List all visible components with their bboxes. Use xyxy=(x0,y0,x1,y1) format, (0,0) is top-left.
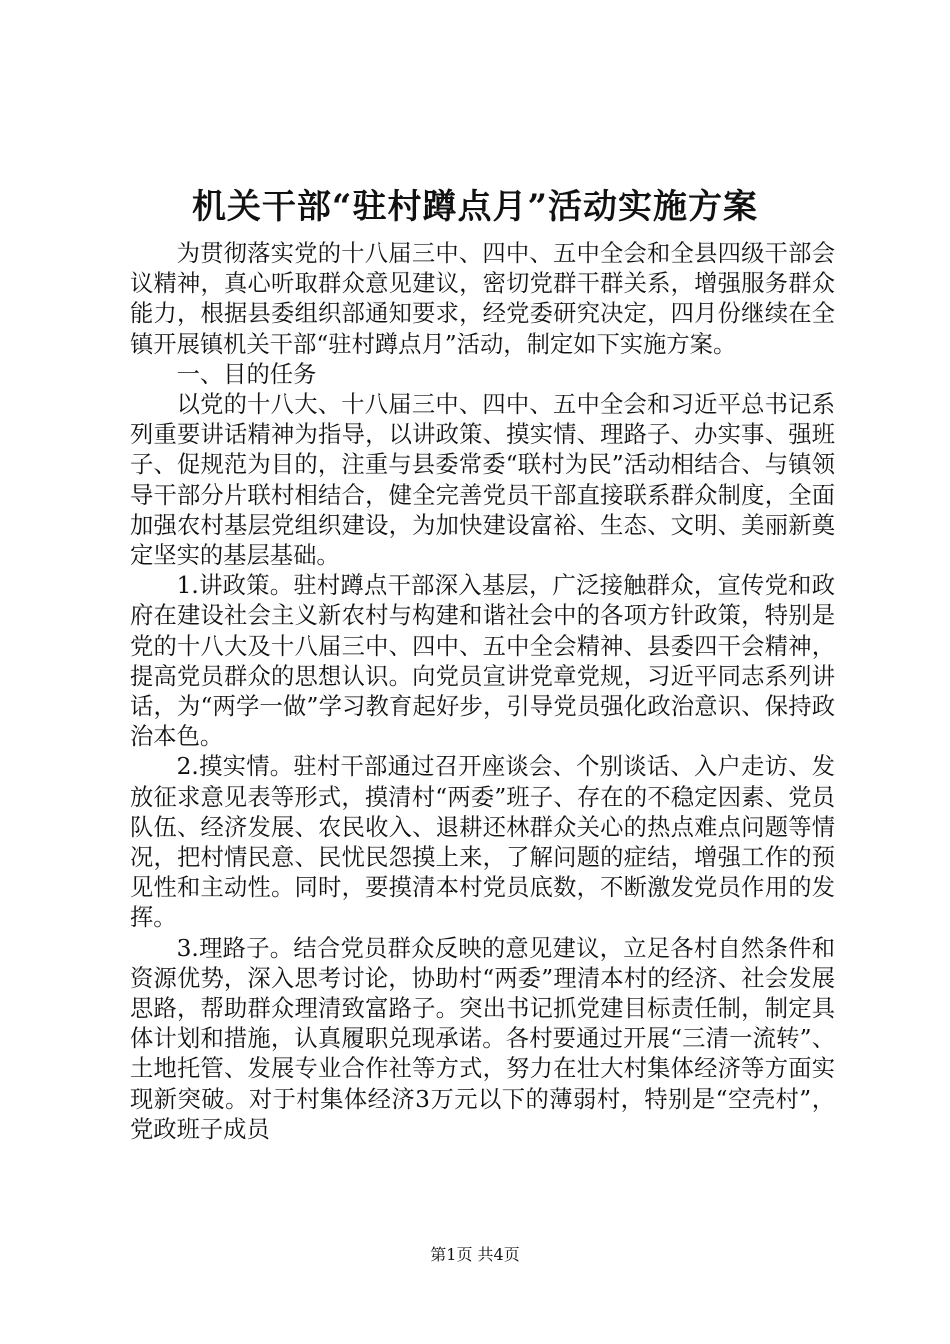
paragraph-item-2: 2.摸实情。驻村干部通过召开座谈会、个别谈话、入户走访、发放征求意见表等形式，摸清村“两委”班子、存在的不稳定因素、党员队伍、经济发展、农民收入、退耕还林群众关心的热点难点问题等情况，把村情民意、民忧民怨摸上来，了解问题的症结，增强工作的预见性和主动性。同时，要摸清本村党员底数，不断激发党员作用的发挥。 xyxy=(130,753,835,932)
paragraph-intro: 为贯彻落实党的十八届三中、四中、五中全会和全县四级干部会议精神，真心听取群众意见建议，密切党群干群关系，增强服务群众能力，根据县委组织部通知要求，经党委研究决定，四月份继续在全镇开展镇机关干部“驻村蹲点月”活动，制定如下实施方案。 xyxy=(130,240,835,358)
paragraph-goals: 以党的十八大、十八届三中、四中、五中全会和习近平总书记系列重要讲话精神为指导，以讲政策、摸实情、理路子、办实事、强班子、促规范为目的，注重与县委常委“联村为民”活动相结合、与镇领导干部分片联村相结合，健全完善党员干部直接联系群众制度，全面加强农村基层党组织建设，为加快建设富裕、生态、文明、美丽新奠定坚实的基层基础。 xyxy=(130,391,835,570)
page-footer: 第1页 共4页 xyxy=(430,1245,520,1264)
document-title: 机关干部“驻村蹲点月”活动实施方案 xyxy=(191,187,759,227)
section-heading-goals: 一、目的任务 xyxy=(176,360,317,388)
paragraph-item-3: 3.理路子。结合党员群众反映的意见建议，立足各村自然条件和资源优势，深入思考讨论，协助村“两委”理清本村的经济、社会发展思路，帮助群众理清致富路子。突出书记抓党建目标责任制，制定具体计划和措施，认真履职兑现承诺。各村要通过开展“三清一流转”、土地托管、发展专业合作社等方式，努力在壮大村集体经济等方面实现新突破。对于村集体经济3万元以下的薄弱村，特别是“空壳村”，党政班子成员 xyxy=(130,934,835,1143)
paragraph-item-1: 1.讲政策。驻村蹲点干部深入基层，广泛接触群众，宣传党和政府在建设社会主义新农村与构建和谐社会中的各项方针政策，特别是党的十八大及十八届三中、四中、五中全会精神、县委四干会精神，提高党员群众的思想认识。向党员宣讲党章党规，习近平同志系列讲话，为“两学一做”学习教育起好步，引导党员强化政治意识、保持政治本色。 xyxy=(130,572,835,751)
document-body xyxy=(130,239,835,1145)
